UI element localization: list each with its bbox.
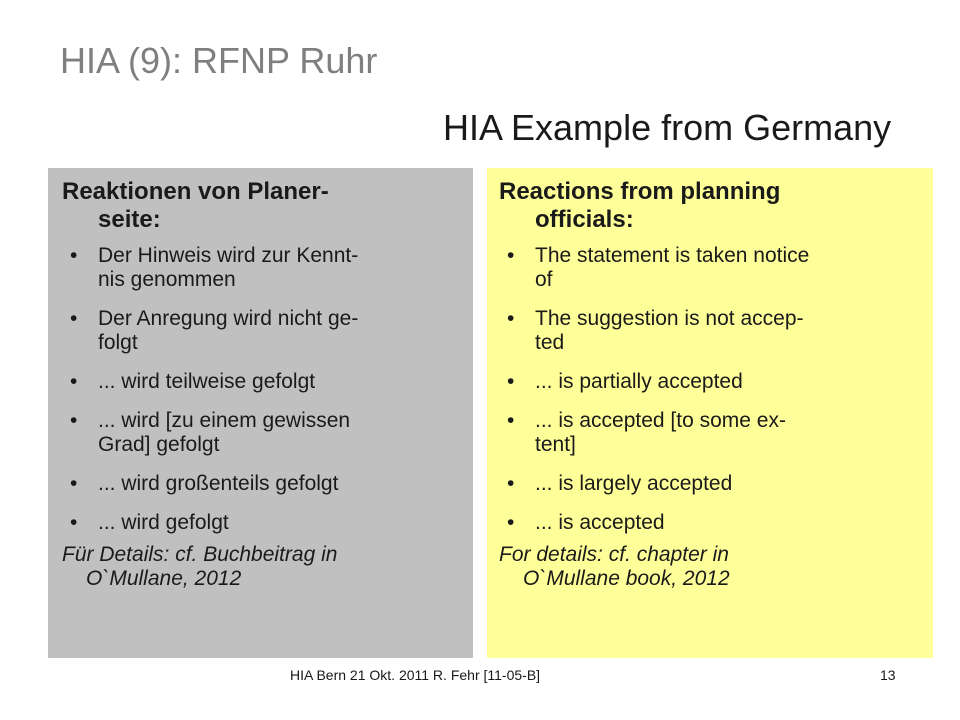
list-item bbox=[62, 307, 459, 355]
list-item bbox=[62, 409, 459, 457]
english-heading-line1: Reactions from planning bbox=[499, 178, 781, 205]
slide-footer bbox=[0, 667, 960, 691]
list-item bbox=[499, 409, 919, 457]
list-item bbox=[499, 472, 919, 496]
list-item-text: ... wird [zu einem gewissen bbox=[98, 409, 351, 432]
list-item bbox=[499, 244, 919, 292]
list-item-text-cont: folgt bbox=[98, 331, 138, 354]
list-item-text: ... is accepted bbox=[535, 511, 665, 534]
german-heading-line1: Reaktionen von Planer- bbox=[62, 178, 329, 205]
english-heading bbox=[499, 178, 919, 234]
english-reactions-list bbox=[499, 244, 919, 535]
german-reactions-list bbox=[62, 244, 459, 535]
list-item bbox=[62, 370, 459, 394]
list-item-text-cont: Grad] gefolgt bbox=[98, 433, 220, 456]
list-item-text: ... wird gefolgt bbox=[98, 511, 229, 534]
list-item bbox=[62, 472, 459, 496]
bullet-icon: • bbox=[507, 472, 515, 495]
list-item-text: ... wird teilweise gefolgt bbox=[98, 370, 316, 393]
german-heading bbox=[62, 178, 459, 234]
page-number: 13 bbox=[880, 667, 896, 683]
bullet-icon: • bbox=[70, 409, 78, 432]
german-details-line2: O`Mullane, 2012 bbox=[86, 567, 242, 590]
bullet-icon: • bbox=[507, 409, 515, 432]
list-item bbox=[62, 244, 459, 292]
list-item bbox=[499, 370, 919, 394]
list-item-text-cont: tent] bbox=[535, 433, 576, 456]
list-item-text-cont: ted bbox=[535, 331, 565, 354]
german-reactions-box bbox=[48, 168, 473, 658]
bullet-icon: • bbox=[70, 511, 78, 534]
list-item-text: ... is largely accepted bbox=[535, 472, 733, 495]
bullet-icon: • bbox=[507, 244, 515, 267]
list-item-text: The statement is taken notice bbox=[535, 244, 810, 267]
list-item-text: The suggestion is not accep- bbox=[535, 307, 804, 330]
bullet-icon: • bbox=[507, 370, 515, 393]
list-item bbox=[499, 307, 919, 355]
slide-title: HIA (9): RFNP Ruhr bbox=[60, 40, 378, 81]
bullet-icon: • bbox=[507, 511, 515, 534]
english-heading-line2: officials: bbox=[535, 206, 634, 233]
list-item-text: ... is partially accepted bbox=[535, 370, 743, 393]
german-heading-line2: seite: bbox=[98, 206, 161, 233]
english-details-line2: O`Mullane book, 2012 bbox=[523, 567, 730, 590]
list-item-text-cont: nis genommen bbox=[98, 268, 236, 291]
english-details-line1: For details: cf. chapter in bbox=[499, 543, 729, 566]
german-details-note bbox=[62, 543, 459, 591]
bullet-icon: • bbox=[70, 472, 78, 495]
list-item bbox=[499, 511, 919, 535]
list-item-text: Der Hinweis wird zur Kennt- bbox=[98, 244, 359, 267]
bullet-icon: • bbox=[70, 244, 78, 267]
footer-text: HIA Bern 21 Okt. 2011 R. Fehr [11-05-B] bbox=[290, 667, 541, 683]
list-item-text: ... is accepted [to some ex- bbox=[535, 409, 786, 432]
german-details-line1: Für Details: cf. Buchbeitrag in bbox=[62, 543, 338, 566]
list-item-text: ... wird großenteils gefolgt bbox=[98, 472, 339, 495]
bullet-icon: • bbox=[70, 370, 78, 393]
bullet-icon: • bbox=[70, 307, 78, 330]
list-item-text-cont: of bbox=[535, 268, 553, 291]
slide-subtitle: HIA Example from Germany bbox=[443, 107, 892, 148]
bullet-icon: • bbox=[507, 307, 515, 330]
list-item bbox=[62, 511, 459, 535]
english-reactions-box bbox=[487, 168, 933, 658]
list-item-text: Der Anregung wird nicht ge- bbox=[98, 307, 359, 330]
english-details-note bbox=[499, 543, 919, 591]
